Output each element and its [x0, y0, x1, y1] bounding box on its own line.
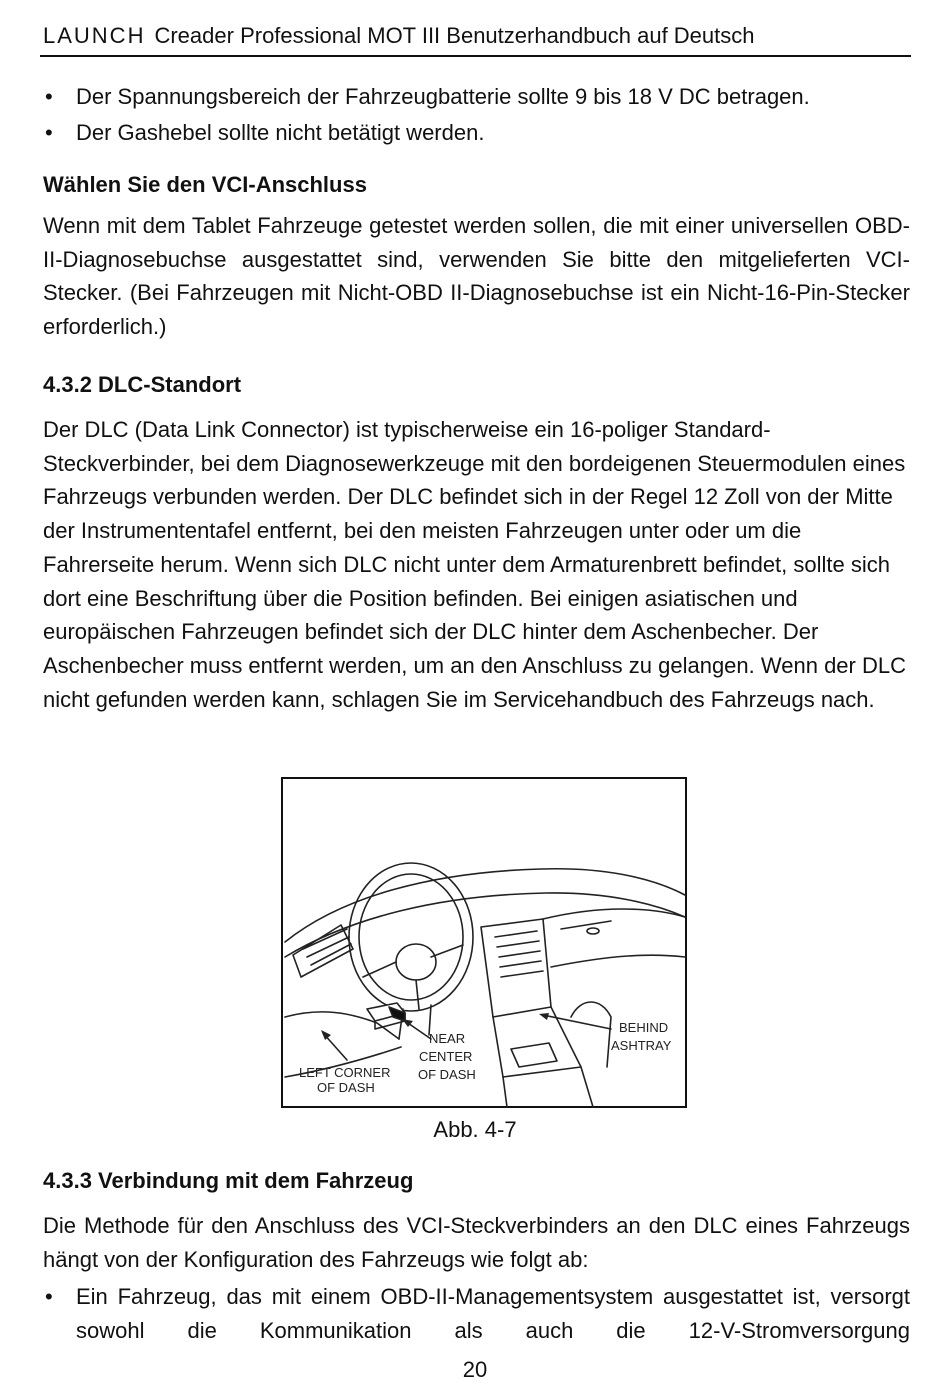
list-item: [43, 116, 910, 150]
running-header: [43, 20, 910, 52]
bullet-icon: •: [45, 1284, 53, 1309]
bullet-icon: •: [45, 120, 53, 145]
list-item: [43, 80, 910, 114]
list-item-text: Der Spannungsbereich der Fahrzeugbatterie sollte 9 bis 18 V DC betragen.: [76, 84, 810, 109]
header-title: Creader Professional MOT III Benutzerhandbuch auf Deutsch: [154, 23, 755, 48]
dlc-heading: 4.3.2 DLC-Standort: [43, 372, 242, 397]
dlc-location-figure: [281, 777, 687, 1108]
label-behind-ashtray-line2: ASHTRAY: [611, 1038, 672, 1053]
connection-heading: 4.3.3 Verbindung mit dem Fahrzeug: [43, 1168, 414, 1193]
label-near-center-line1: NEAR: [429, 1031, 466, 1046]
label-near-center-line3: OF DASH: [418, 1067, 476, 1082]
vci-heading: Wählen Sie den VCI-Anschluss: [43, 172, 367, 197]
page-number: 20: [462, 1357, 488, 1382]
header-divider: [40, 55, 911, 57]
dlc-paragraph: Der DLC (Data Link Connector) ist typischerweise ein 16-poliger Standard-Steckverbinder, bei dem Diagnosewerkzeuge mit den bordeigenen Steuermodulen eines Fahrzeugs verbunden werden. Der DLC befindet sich in der Regel 12 Zoll von der Mitte der Instrumententafel entfernt, bei den meisten Fahrzeugen unter oder um die Fahrerseite herum. Wenn sich DLC nicht unter dem Armaturenbrett befindet, sollte sich dort eine Beschriftung über die Position befinden. Bei einigen asiatischen und europäischen Fahrzeugen befindet sich der DLC hinter dem Aschenbecher. Der Aschenbecher muss entfernt werden, um an den Anschluss zu gelangen. Wenn der DLC nicht gefunden werden kann, schlagen Sie im Servicehandbuch des Fahrzeugs nach.: [43, 417, 906, 712]
list-item-text: Ein Fahrzeug, das mit einem OBD-II-Managementsystem ausgestattet ist, versorgt sowohl die Kommunikation als auch die 12-V-Stromversorgung: [76, 1284, 910, 1343]
label-left-corner-line1: LEFT CORNER: [299, 1065, 391, 1080]
label-near-center-line2: CENTER: [419, 1049, 473, 1064]
bullet-icon: •: [45, 84, 53, 109]
header-brand: LAUNCH: [43, 23, 146, 48]
dashboard-illustration: [281, 777, 687, 1108]
list-item: [43, 1280, 910, 1348]
list-item-text: Der Gashebel sollte nicht betätigt werden.: [76, 120, 485, 145]
label-left-corner-line2: OF DASH: [317, 1080, 375, 1095]
connection-paragraph: Die Methode für den Anschluss des VCI-Steckverbinders an den DLC eines Fahrzeugs hängt von der Konfiguration des Fahrzeugs wie folgt ab:: [43, 1213, 910, 1272]
figure-caption: Abb. 4-7: [433, 1117, 517, 1142]
vci-paragraph: Wenn mit dem Tablet Fahrzeuge getestet werden sollen, die mit einer universellen OBD-II-Diagnosebuchse ausgestattet sind, verwenden Sie bitte den mitgelieferten VCI-Stecker. (Bei Fahrzeugen mit Nicht-OBD II-Diagnosebuchse ist ein Nicht-16-Pin-Stecker erforderlich.): [43, 213, 910, 340]
label-behind-ashtray-line1: BEHIND: [619, 1020, 669, 1035]
